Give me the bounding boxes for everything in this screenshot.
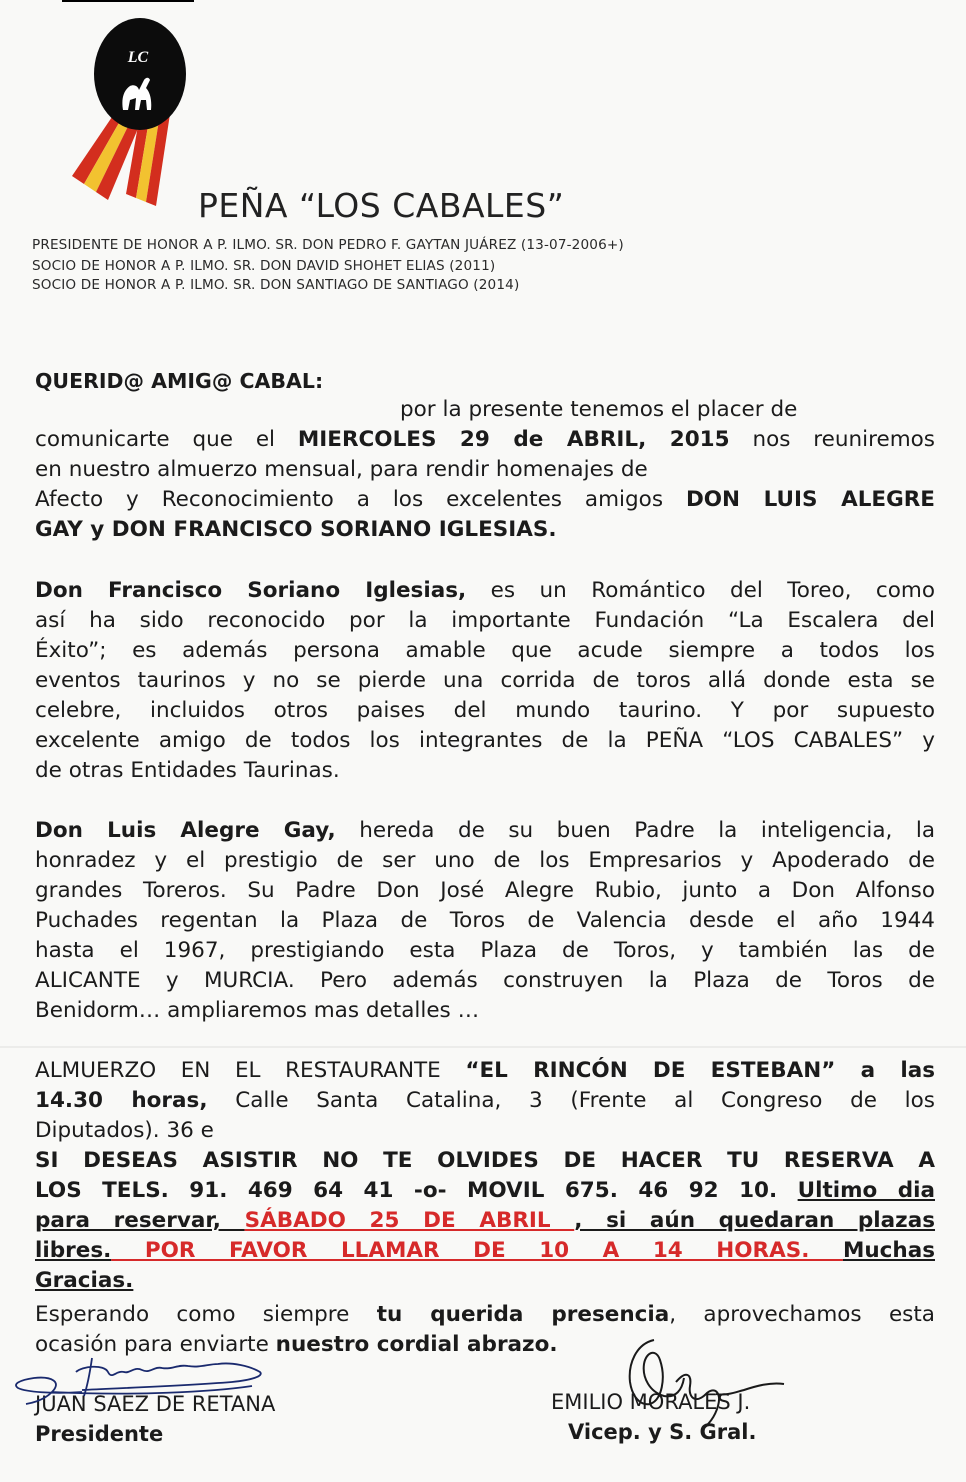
alegre-paragraph xyxy=(35,816,935,1026)
lunch-address: Calle Santa Catalina, 3 (Frente al Congreso de los xyxy=(207,1088,935,1113)
thanks-text: Muchas xyxy=(842,1238,935,1263)
intro-paragraph xyxy=(35,395,935,545)
alegre-text: hereda de su buen Padre la inteligencia, la xyxy=(335,818,936,843)
deadline-text: Ultimo dia xyxy=(797,1178,935,1203)
honor-line-3: SOCIO DE HONOR A P. ILMO. SR. DON SANTIAGO DE SANTIAGO (2014) xyxy=(32,277,520,293)
honor-line-1: PRESIDENTE DE HONOR A P. ILMO. SR. DON PEDRO F. GAYTAN JUÁREZ (13-07-2006+) xyxy=(32,237,624,253)
vice-president-title: Vicep. y S. Gral. xyxy=(568,1420,757,1444)
closing-text: ocasión para enviarte xyxy=(35,1332,276,1357)
intro-line-1: por la presente tenemos el placer de xyxy=(400,397,798,422)
soriano-text: es un Romántico del Toreo, como xyxy=(466,578,935,603)
intro-line-5: GAY y DON FRANCISCO SORIANO IGLESIAS. xyxy=(35,517,557,542)
alegre-line-1 xyxy=(35,816,935,846)
alegre-line-5: hasta el 1967, prestigiando esta Plaza de Toros, y también las de xyxy=(35,938,935,963)
soriano-line-3: Éxito”; es además persona amable que acude siempre a todos los xyxy=(35,638,935,663)
intro-line-4 xyxy=(35,485,935,515)
logo-initials: LC xyxy=(127,49,149,66)
lunch-line-3: Diputados). 36 e xyxy=(35,1118,214,1143)
lunch-line-2 xyxy=(35,1086,935,1116)
deadline-text: libres. xyxy=(35,1238,112,1263)
alegre-name: Don Luis Alegre Gay, xyxy=(35,818,336,843)
organization-title: PEÑA “LOS CABALES” xyxy=(198,186,565,225)
closing-emphasis: tu querida presencia xyxy=(376,1302,670,1327)
lunch-line-7 xyxy=(35,1236,935,1266)
lunch-line-5 xyxy=(35,1176,935,1206)
soriano-paragraph xyxy=(35,576,935,786)
president-title: Presidente xyxy=(35,1422,164,1446)
lunch-paragraph xyxy=(35,1056,935,1296)
closing-emphasis: nuestro cordial abrazo. xyxy=(275,1332,558,1357)
deadline-text: para reservar, xyxy=(35,1208,245,1233)
vice-president-signature xyxy=(606,1334,806,1434)
alegre-line-7: Benidorm… ampliaremos mas detalles … xyxy=(35,998,480,1023)
soriano-line-6: excelente amigo de todos los integrantes de la PEÑA “LOS CABALES” y xyxy=(35,728,935,753)
event-date: MIERCOLES 29 de ABRIL, 2015 xyxy=(297,427,730,452)
phone-numbers: LOS TELS. 91. 469 64 41 -o- MOVIL 675. 46 92 10. xyxy=(35,1178,798,1203)
intro-line-3: en nuestro almuerzo mensual, para rendir homenajes de xyxy=(35,457,648,482)
alegre-line-3: grandes Toreros. Su Padre Don José Alegre Rubio, junto a Don Alfonso xyxy=(35,878,935,903)
lunch-text: a las xyxy=(835,1058,935,1083)
soriano-line-5: celebre, incluidos otros paises del mundo taurino. Y por supuesto xyxy=(35,698,935,723)
intro-text: nos reuniremos xyxy=(729,427,935,452)
greeting: QUERID@ AMIG@ CABAL: xyxy=(35,369,324,393)
alegre-line-6: ALICANTE y MURCIA. Pero además construyen la Plaza de Toros de xyxy=(35,968,935,993)
soriano-line-4: eventos taurinos y no se pierde una corrida de toros allá donde esta se xyxy=(35,668,935,693)
alegre-line-2: honradez y el prestigio de ser uno de los Empresarios y Apoderado de xyxy=(35,848,935,873)
deadline-text: , si aún quedaran plazas xyxy=(574,1208,936,1233)
president-name: JUAN SAEZ DE RETANA xyxy=(35,1392,276,1416)
honoree-name: DON LUIS ALEGRE xyxy=(685,487,935,512)
honor-line-2: SOCIO DE HONOR A P. ILMO. SR. DON DAVID SHOHET ELIAS (2011) xyxy=(32,258,496,274)
closing-text: , aprovechamos esta xyxy=(669,1302,935,1327)
intro-text: comunicarte que el xyxy=(35,427,298,452)
lunch-line-6 xyxy=(35,1206,935,1236)
lunch-line-8: Gracias. xyxy=(35,1268,134,1293)
pena-logo xyxy=(66,14,196,214)
soriano-name: Don Francisco Soriano Iglesias, xyxy=(35,578,467,603)
soriano-line-7: de otras Entidades Taurinas. xyxy=(35,758,340,783)
president-signature xyxy=(12,1352,272,1412)
closing-text: Esperando como siempre xyxy=(35,1302,377,1327)
alegre-line-4: Puchades regentan la Plaza de Toros de Valencia desde el año 1944 xyxy=(35,908,935,933)
vice-president-name: EMILIO MORALES J. xyxy=(551,1390,751,1414)
lunch-time: 14.30 horas, xyxy=(35,1088,208,1113)
reservation-deadline: SÁBADO 25 DE ABRIL xyxy=(244,1208,575,1233)
restaurant-name: “EL RINCÓN DE ESTEBAN” xyxy=(465,1058,836,1083)
soriano-line-1 xyxy=(35,576,935,606)
lunch-line-4: SI DESEAS ASISTIR NO TE OLVIDES DE HACER TU RESERVA A xyxy=(35,1148,935,1173)
lunch-line-1 xyxy=(35,1056,935,1086)
intro-line-2 xyxy=(35,425,935,455)
call-hours: POR FAVOR LLAMAR DE 10 A 14 HORAS. xyxy=(111,1238,843,1263)
scan-edge-line xyxy=(62,0,194,2)
soriano-line-2: así ha sido reconocido por la importante Fundación “La Escalera del xyxy=(35,608,935,633)
closing-line-1 xyxy=(35,1300,935,1330)
logo-disc xyxy=(94,18,186,130)
intro-text: Afecto y Reconocimiento a los excelentes amigos xyxy=(35,487,686,512)
fold-crease xyxy=(0,1046,966,1048)
lunch-text: ALMUERZO EN EL RESTAURANTE xyxy=(35,1058,466,1083)
